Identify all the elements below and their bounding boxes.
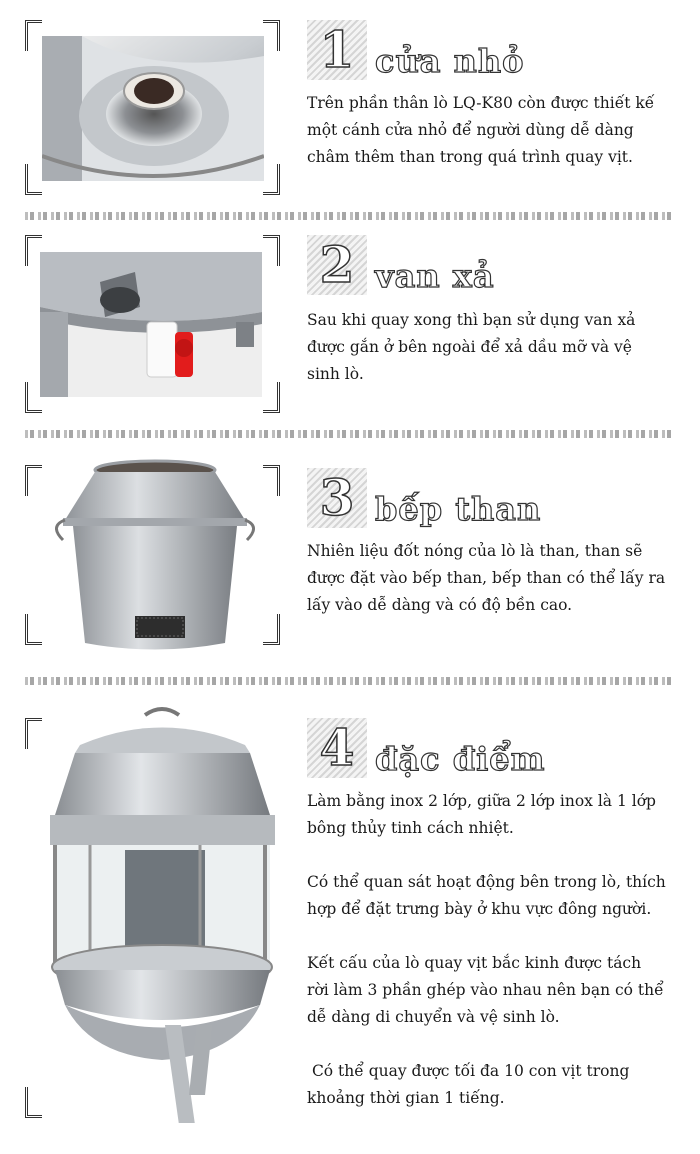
feature-title: van xả — [375, 257, 495, 295]
drain-valve-photo — [40, 252, 262, 397]
feature-title: cửa nhỏ — [375, 42, 525, 80]
section-divider — [25, 677, 675, 685]
feature-paragraph: Có thể quay được tối đa 10 con vịt trong khoảng thời gian 1 tiếng. — [307, 1062, 635, 1107]
feature-section-2 — [0, 225, 700, 425]
duck-roasting-oven-photo — [45, 705, 280, 1125]
feature-paragraph: Nhiên liệu đốt nóng của lò là than, than sẽ được đặt vào bếp than, bếp than có thể lấy ra lấy vào dễ dàng và có độ bền cao. — [307, 542, 666, 614]
feature-section-3 — [0, 445, 700, 665]
feature-title: bếp than — [375, 490, 542, 528]
feature-section-4 — [0, 700, 700, 1150]
feature-description — [307, 538, 667, 619]
oven-door-photo — [42, 36, 264, 181]
feature-description — [307, 788, 667, 1112]
section-divider — [25, 430, 675, 438]
section-divider — [25, 212, 675, 220]
feature-section-1 — [0, 0, 700, 210]
feature-paragraph: Kết cấu của lò quay vịt bắc kinh được tách rời làm 3 phần ghép vào nhau nên bạn có thể dễ dàng di chuyển và vệ sinh lò. — [307, 954, 664, 1026]
feature-number-badge: 4 — [307, 718, 367, 778]
feature-number-badge: 3 — [307, 468, 367, 528]
feature-paragraph: Sau khi quay xong thì bạn sử dụng van xả được gắn ở bên ngoài để xả dầu mỡ và vệ sinh lò. — [307, 311, 636, 383]
feature-description — [307, 90, 667, 171]
feature-description — [307, 307, 667, 388]
feature-title: đặc điểm — [375, 740, 546, 778]
feature-paragraph: Có thể quan sát hoạt động bên trong lò, thích hợp để đặt trưng bày ở khu vực đông người. — [307, 873, 666, 918]
feature-number-badge: 2 — [307, 235, 367, 295]
feature-paragraph: Làm bằng inox 2 lớp, giữa 2 lớp inox là 1 lớp bông thủy tinh cách nhiệt. — [307, 792, 656, 837]
feature-paragraph: Trên phần thân lò LQ-K80 còn được thiết kế một cánh cửa nhỏ để người dùng dễ dàng châm thêm than trong quá trình quay vịt. — [307, 94, 655, 166]
charcoal-stove-photo — [55, 458, 255, 658]
feature-number-badge: 1 — [307, 20, 367, 80]
